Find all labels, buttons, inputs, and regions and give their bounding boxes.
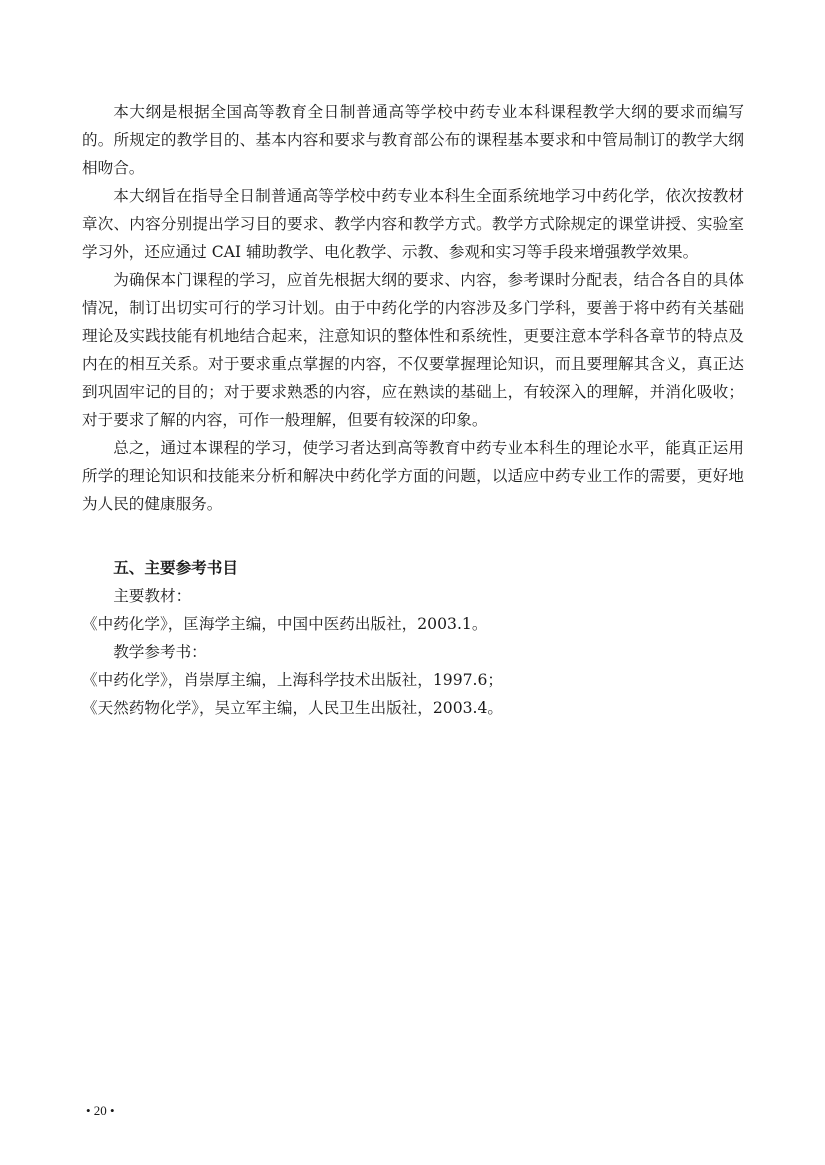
section-heading: 五、主要参考书目	[113, 558, 238, 577]
references-section	[82, 554, 744, 722]
body-paragraph: 为确保本门课程的学习，应首先根据大纲的要求、内容，参考课时分配表，结合各自的具体情况，制订出切实可行的学习计划。由于中药化学的内容涉及多门学科，要善于将中药有关基础理论及实践技能有机地结合起来，注意知识的整体性和系统性，更要注意本学科各章节的特点及内在的相互关系。对于要求重点掌握的内容，不仅要掌握理论知识，而且要理解其含义，真正达到巩固牢记的目的；对于要求熟悉的内容，应在熟读的基础上，有较深入的理解，并消化吸收；对于要求了解的内容，可作一般理解，但要有较深的印象。	[82, 271, 744, 429]
teaching-reference-label: 教学参考书：	[113, 643, 207, 661]
main-textbook-label: 主要教材：	[113, 587, 192, 605]
page-number: • 20 •	[86, 1103, 115, 1118]
reference-item: 《中药化学》，匡海学主编，中国中医药出版社，2003.1。	[82, 615, 488, 633]
document-page	[82, 98, 744, 722]
reference-item: 《中药化学》，肖崇厚主编，上海科学技术出版社，1997.6；	[82, 671, 504, 689]
body-paragraph: 本大纲是根据全国高等教育全日制普通高等学校中药专业本科课程教学大纲的要求而编写的。所规定的教学目的、基本内容和要求与教育部公布的课程基本要求和中管局制订的教学大纲相吻合。	[82, 103, 744, 177]
body-paragraph: 本大纲旨在指导全日制普通高等学校中药专业本科生全面系统地学习中药化学，依次按教材章次、内容分别提出学习目的要求、教学内容和教学方式。教学方式除规定的课堂讲授、实验室学习外，还应通过 CAI 辅助教学、电化教学、示教、参观和实习等手段来增强教学效果。	[82, 187, 744, 261]
body-paragraph: 总之，通过本课程的学习，使学习者达到高等教育中药专业本科生的理论水平，能真正运用所学的理论知识和技能来分析和解决中药化学方面的问题，以适应中药专业工作的需要，更好地为人民的健康服务。	[82, 439, 744, 513]
reference-item: 《天然药物化学》，吴立军主编，人民卫生出版社，2003.4。	[82, 699, 504, 717]
